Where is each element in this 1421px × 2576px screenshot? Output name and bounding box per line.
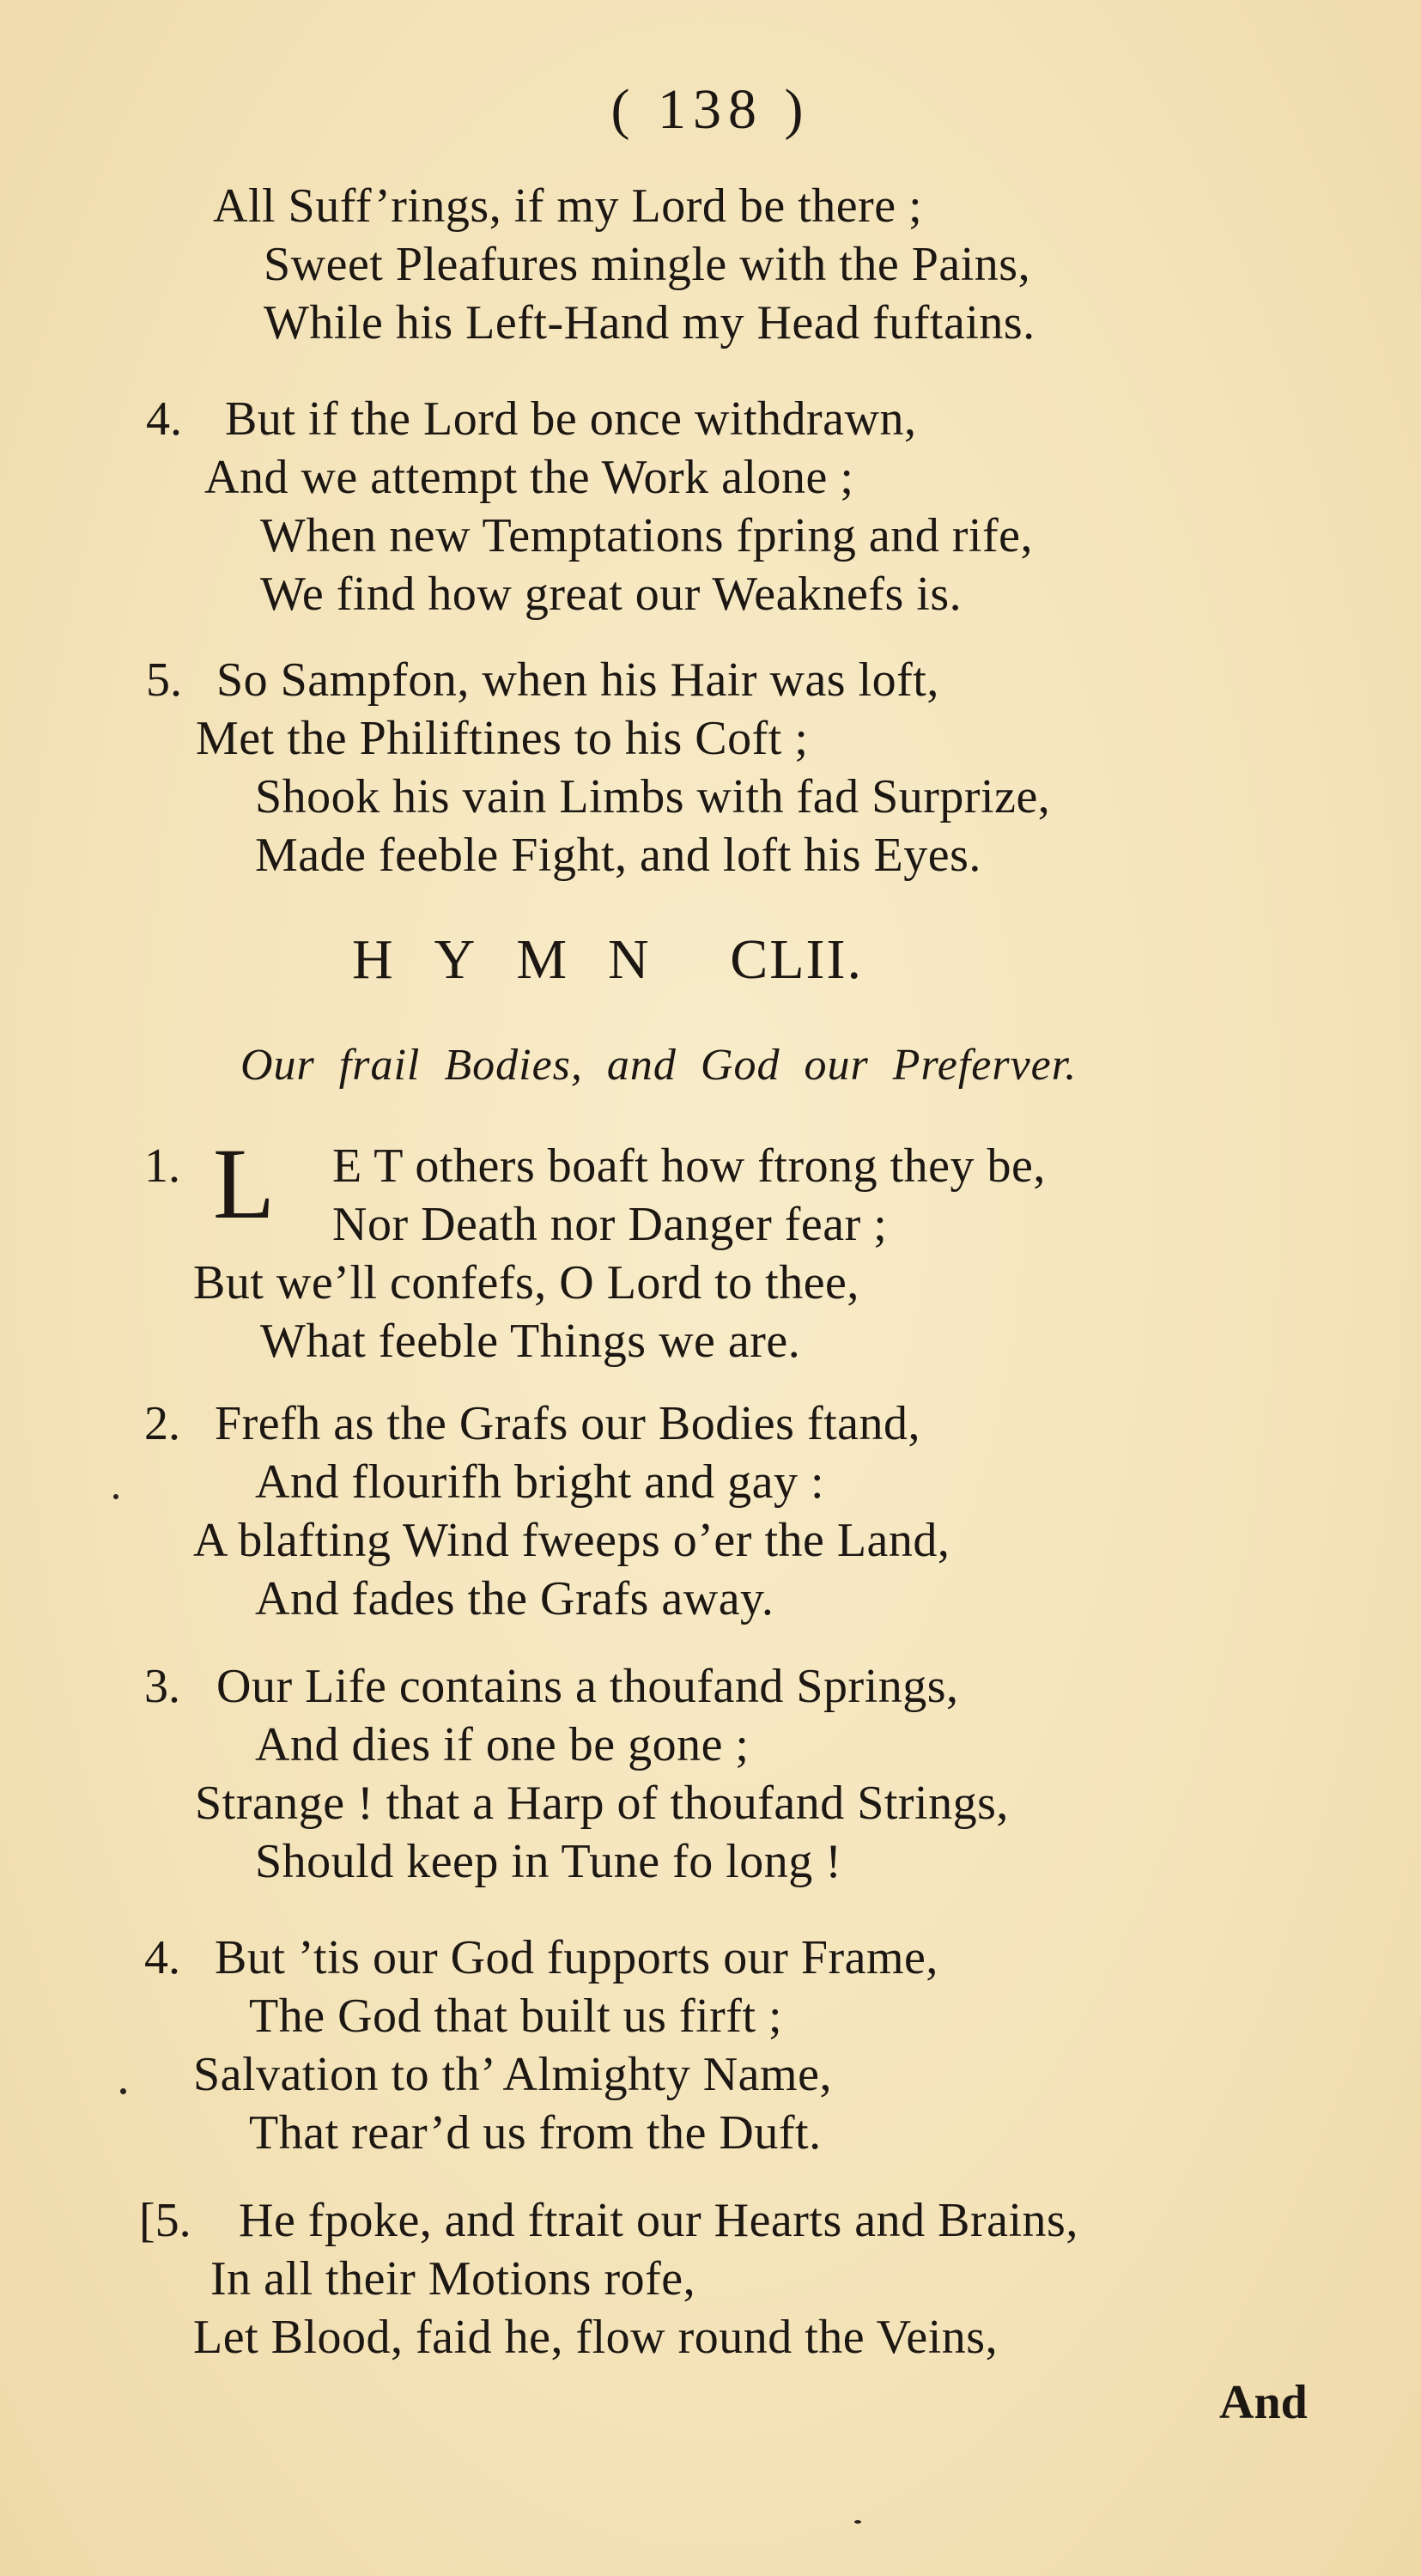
verse-line: And we attempt the Work alone ; — [204, 451, 854, 504]
verse-line: A blafting Wind fweeps o’er the Land, — [193, 1514, 950, 1567]
verse-line: Sweet Pleafures mingle with the Pains, — [264, 238, 1031, 291]
drop-cap: L — [213, 1127, 276, 1240]
verse-line: Shook his vain Limbs with fad Surprize, — [255, 770, 1051, 823]
verse-line: That rear’d us from the Duft. — [249, 2106, 822, 2160]
verse-line: Should keep in Tune fo long ! — [255, 1835, 842, 1888]
verse-line: And fades the Grafs away. — [255, 1572, 774, 1625]
verse-line: We find how great our Weaknefs is. — [260, 568, 963, 621]
verse-line: Strange ! that a Harp of thoufand Strings, — [195, 1777, 1009, 1830]
verse-line: So Sampfon, when his Hair was loft, — [216, 653, 939, 707]
catchword: And — [1219, 2376, 1308, 2429]
verse-line: And dies if one be gone ; — [255, 1718, 750, 1771]
verse-line: Our Life contains a thoufand Springs, — [216, 1660, 959, 1713]
verse-line: While his Left-Hand my Head fuftains. — [264, 296, 1035, 349]
verse-number: [5. — [139, 2194, 191, 2247]
verse-line: The God that built us firft ; — [249, 1990, 783, 2043]
paper-speck — [113, 1494, 118, 1499]
hymn-label: HYMN — [352, 928, 690, 991]
verse-line: But ’tis our God fupports our Frame, — [215, 1931, 938, 1984]
verse-line: When new Temptations fpring and rife, — [260, 509, 1033, 562]
paper-speck — [120, 2088, 126, 2094]
verse-line: Frefh as the Grafs our Bodies ftand, — [215, 1397, 921, 1450]
verse-line: But if the Lord be once withdrawn, — [225, 392, 917, 446]
verse-line: All Suff’rings, if my Lord be there ; — [213, 179, 923, 233]
paper-speck — [854, 2520, 861, 2524]
verse-number: 4. — [146, 392, 182, 446]
verse-line: E T others boaft how ftrong they be, — [332, 1139, 1046, 1193]
verse-line: Met the Philiftines to his Coft ; — [196, 712, 809, 765]
verse-line: Nor Death nor Danger fear ; — [332, 1198, 888, 1251]
verse-line: Made feeble Fight, and loft his Eyes. — [255, 829, 981, 882]
verse-line: But we’ll confefs, O Lord to thee, — [193, 1256, 859, 1309]
verse-line: What feeble Things we are. — [260, 1315, 801, 1368]
verse-number: 1. — [144, 1139, 180, 1193]
verse-number: 3. — [144, 1660, 180, 1713]
page-number: ( 138 ) — [610, 78, 811, 141]
verse-line: Let Blood, faid he, flow round the Veins, — [193, 2311, 999, 2364]
verse-number: 5. — [146, 653, 182, 707]
verse-number: 2. — [144, 1397, 180, 1450]
verse-number: 4. — [144, 1931, 180, 1984]
verse-line: In all their Motions rofe, — [210, 2252, 696, 2306]
verse-line: He fpoke, and ftrait our Hearts and Brains, — [239, 2194, 1078, 2247]
hymn-subtitle: Our frail Bodies, and God our Preferver. — [240, 1041, 1078, 1090]
verse-line: Salvation to th’ Almighty Name, — [193, 2048, 832, 2101]
hymn-number: CLII. — [730, 928, 863, 991]
hymn-heading — [352, 928, 863, 991]
verse-line: And flourifh bright and gay : — [255, 1455, 825, 1509]
